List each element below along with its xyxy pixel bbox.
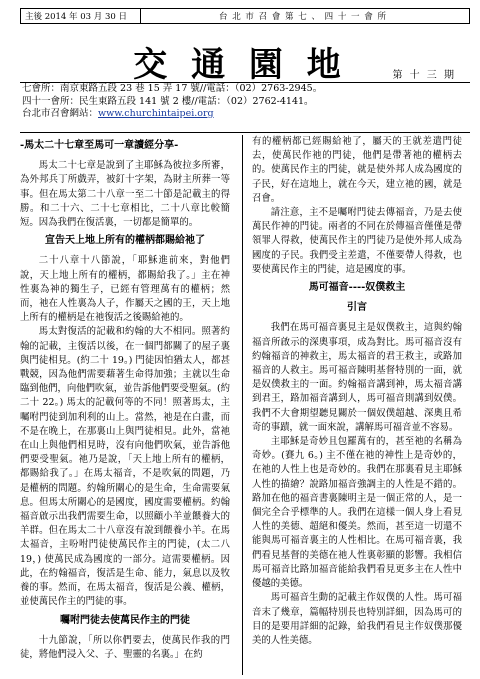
issue-number: 第 十 三 期 [392,70,456,81]
website-link[interactable]: www.churchintaipei.org [98,108,214,119]
subsection-heading: 囑咐門徒去使萬民作主的門徒 [60,614,190,626]
newsletter-title: 交 通 園 地 [133,45,347,85]
address-block [20,82,470,133]
website-label: 台北市召會網站： [22,108,99,119]
paragraph: 二十八章十八節說，「耶穌進前來，對他們說，天上地上所有的權柄，都賜給我了。」主在神性裏為神的獨生子，已經有管理萬有的權柄；然而，祂在人性裏為人子，作屬天之國的王，天上地上所有的權柄是在祂復活之後賜給祂的。 [20,255,230,324]
subsection-heading: 引言 [347,302,367,314]
website-line [20,108,470,121]
paragraph: 請注意，主不是囑咐門徒去傳福音，乃是去使萬民作神的門徒。兩者的不同在於傳福音僅僅是帶領罪人得救，使萬民作主的門徒乃是使外邦人成為國度的子民。我們受主差遣，不僅要帶人得救，也要使萬民作主的門徒，這是國度的事。 [252,207,462,275]
church-name: 台 北 市 召 會 第 七 、 四 十 一 會 所 [219,12,387,22]
address-line-2: 四十一會所：民生東路五段 141 號 2 樓//電話：（02）2762-4141。 [22,95,314,107]
subsection-heading: 宣告天上地上所有的權柄都賜給祂了 [45,235,205,247]
paragraph: 馬太對復活的記載和約翰的大不相同。照著約翰的記載，主復活以後，在一個門都關了的屋子裏與門徒相見。(約二十 19。) 門徒因怕猶太人，都甚戰競，因為他們需要藉著生命得加強；主就以生命臨到他們，向他們吹氣，並告訴他們要受聖氣。(約二十 22。) 馬太的記載何等的不同！照著馬太，主囑咐門徒到加利利的山上。當然，祂是在白畫，而不是在晚上，在那裏山上與門徒相見。此外，當祂在山上與他們相見時，沒有向他們吹氣，並告訴他們要受聖氣。祂乃是說，「天上地上所有的權柄，都賜給我了。」在馬太福音，不是吹氣的問題，乃是權柄的問題。約翰所關心的是生命，生命需要氣息。但馬太所關心的是國度，國度需要權柄。約翰福音啟示出我們需要生命，以照顧小羊並餵養大的羊群。但在馬太二十八章沒有說到餵養小羊。在馬太福音，主吩咐門徒使萬民作主的門徒，(太二八 19，) 使萬民成為國度的一部分。這需要權柄。因此，在約翰福音，復活是生命、能力，氣息以及牧養的事。然而，在馬太福音，復活是公義、權柄，並使萬民作主的門徒的事。 [20,326,230,608]
masthead-bar [20,8,470,24]
address-line-1: 七會所：南京東路五段 23 巷 15 弄 17 號//電話：（02）2763-2945。 [22,83,323,94]
right-column [252,135,462,648]
paragraph: 馬太二十七章是說到了主耶穌為彼拉多所審，為外邦兵丁所戲弄，被釘十字架，為財主所葬一等事。但在馬太第二十八章一至二十節是記載主的得勝。和二十六、二十七章相比，二十八章比較簡短。因為我們在復活裏，一切都是簡單的。 [20,160,230,229]
paragraph: 十九節說，「所以你們要去，使萬民作我的門徒，將他們浸入父、子、聖靈的名裏。」在約 [20,634,230,660]
paragraph: 我們在馬可福音裏見主是奴僕救主，這與約翰福音所啟示的深奧事項，成為對比。馬可福音沒有約翰福音的神救主，馬太福音的君王救主，或路加福音的人救主。馬可福音陳明基督特別的一面，就是奴僕救主的一面。約翰福音講到神，馬太福音講到君王，路加福音講到人，馬可福音則講到奴僕。我們不大會期望聽見關於一個奴僕超越、深奧且希奇的事蹟，就一面來說，講解馬可福音並不容易。 [252,322,462,433]
section-heading: -馬太二十七章至馬可一章讀經分享- [20,140,179,151]
paragraph: 馬可福音生動的記載主作奴僕的人性。馬可福音末了幾章，篇幅特別長也特別詳細，因為馬可的目的是要用詳細的記錄，給我們看見主作奴僕那優美的人性美德。 [252,592,462,646]
column-divider [242,135,243,675]
paragraph: 有的權柄都已經賜給祂了，屬天的王就差遣門徒去，使萬民作祂的門徒，他們是帶著祂的權柄去的。使萬民作主的門徒，就是使外邦人成為國度的子民，好在這地上，就在今天，建立祂的國，就是召會。 [252,136,462,204]
issue-date: 主後 2014 年 03 月 30 日 [25,9,141,23]
section-heading: 馬可福音----奴僕救主 [308,282,406,294]
left-column [20,135,230,662]
paragraph: 主耶穌是奇妙且包羅萬有的，甚至祂的名稱為奇妙。(賽九 6。) 主不僅在祂的神性上是奇妙的，在祂的人性上也是奇妙的。我們在那裏看見主耶穌人性的描繪？說路加福音強調主的人性是不錯的。路加在他的福音書裏陳明主是一個正常的人，是一個完全合乎標準的人。我們在這樣一個人身上看見人性的美德、超絕和優美。然而，甚至這一切還不能與馬可福音裏主的人性相比。在馬可福音裏，我們看見基督的美德在祂人性裏彰顯的影響。我相信馬可福音比路加福音能給我們看見更多主在人性中優越的美德。 [252,436,462,590]
